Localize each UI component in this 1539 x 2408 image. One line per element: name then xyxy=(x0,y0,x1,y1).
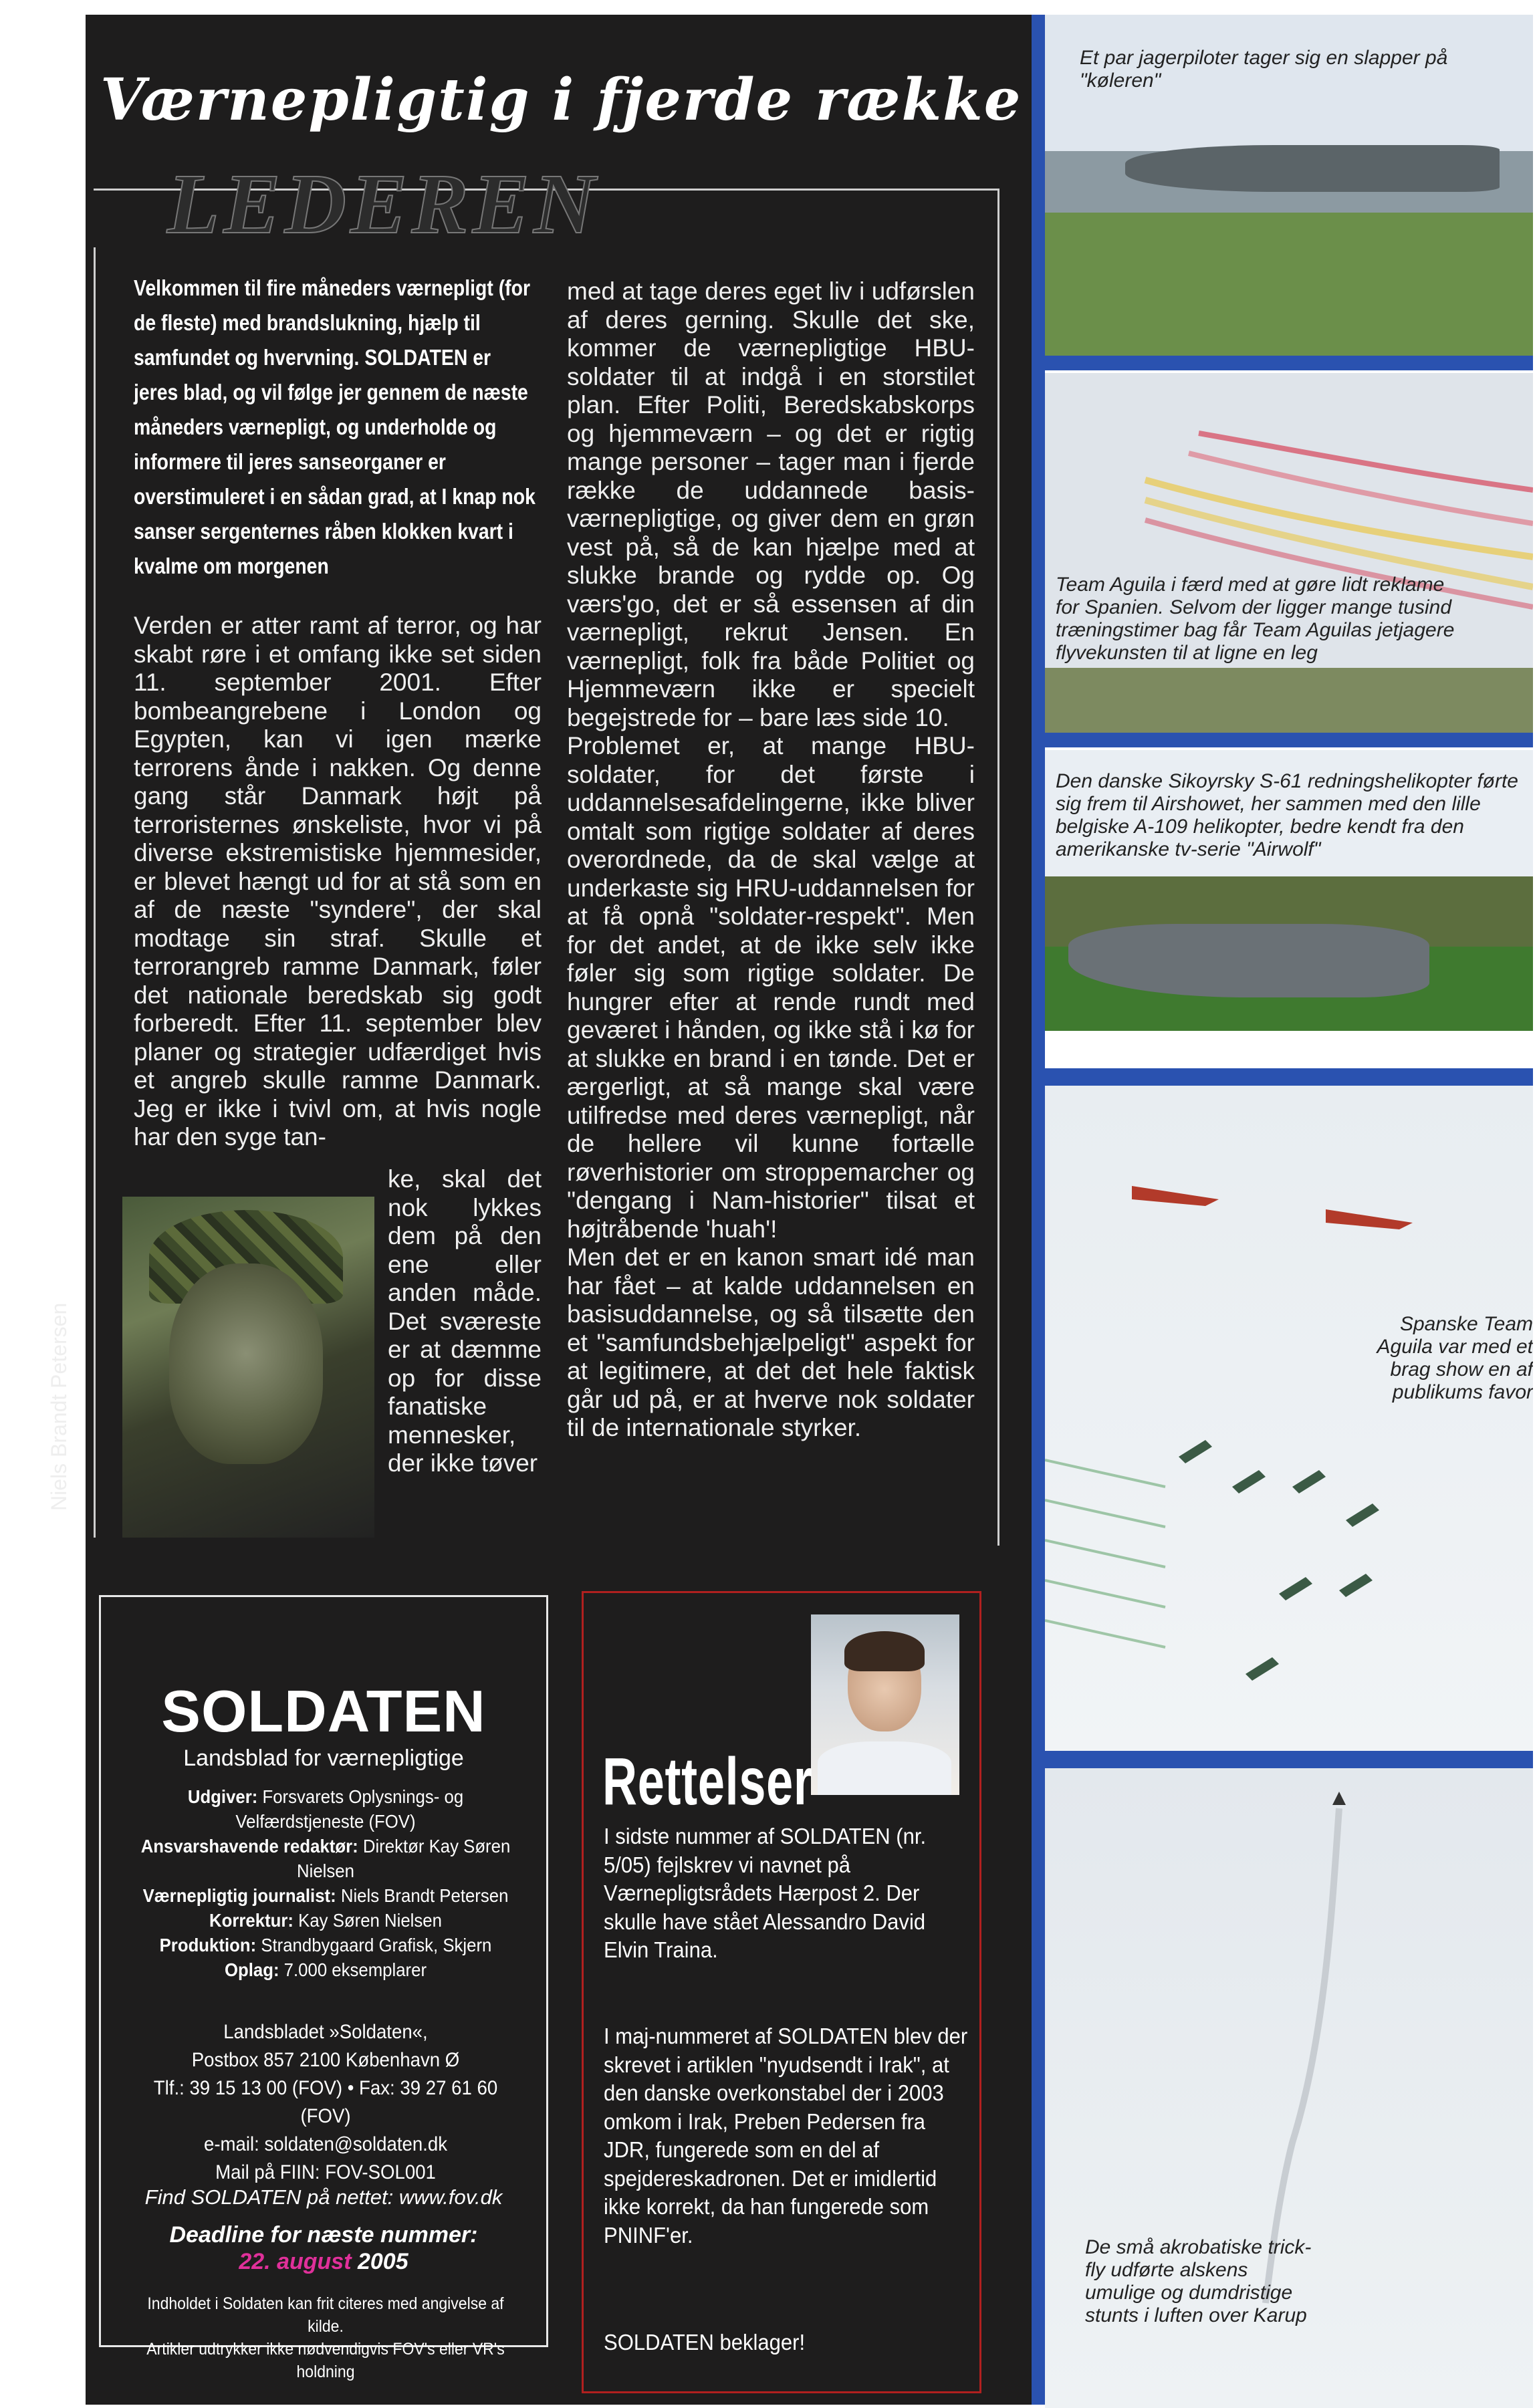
photo-stunt-plane xyxy=(1045,1768,1533,2408)
credit-line: Udgiver: Forsvarets Oplysnings- og Velfærdstjeneste (FOV) xyxy=(187,1786,464,1832)
credit-line: Korrektur: Kay Søren Nielsen xyxy=(209,1910,442,1931)
caption-stunt-plane: De små akrobatiske trick-fly udførte alskens umulige og dumdristige stunts i luften over Karup xyxy=(1085,2236,1312,2326)
credit-line: Produktion: Strandbygaard Grafisk, Skjern xyxy=(159,1935,492,1955)
photo-credit: Niels Brandt Petersen xyxy=(47,1302,71,1511)
masthead-box xyxy=(99,1595,548,2381)
masthead-subtitle: Landsblad for værnepligtige xyxy=(183,1745,464,1771)
corrections-paragraph-1: I sidste nummer af SOLDATEN (nr. 5/05) fejlskrev vi navnet på Værnepligtsrådets Hærpost 2. Der skulle have stået Alessandro David Elvin Traina. xyxy=(604,1824,927,1962)
fighter-jet xyxy=(1125,145,1500,192)
photo-helicopter xyxy=(1045,750,1533,1031)
masthead-address: Landsbladet »Soldaten«, Postbox 857 2100 København Ø Tlf.: 39 15 13 00 (FOV) • Fax: 39 27 61 60 (FOV) e-mail: soldaten@soldaten.dk Mail på FIIN: FOV-SOL001 xyxy=(131,2018,519,2187)
deadline-date: 22. august 2005 xyxy=(239,2249,408,2274)
email-link[interactable]: e-mail: soldaten@soldaten.dk xyxy=(203,2133,448,2155)
corrections-apology: SOLDATEN beklager! xyxy=(604,2330,806,2355)
page-title: Værnepligtig i fjerde række xyxy=(100,66,1022,134)
formation-jets xyxy=(1045,1086,1533,1751)
editorial-column-2: med at tage deres eget liv i udførslen af deres gerning. Skulle det ske, kommer de værnepligtige HBU-soldater til at indgå i en storstilet plan. Efter Politi, Beredskabskorps og hjemmeværn – og det er rigtig mange personer – tager man i fjerde række de uddannede basis-værnepligtige, og giver dem en grøn vest på, så de kan hjælpe med at slukke brande og rydde op. Og værs'go, det er så essensen af din værnepligt, rekrut Jensen. En værnepligt, folk fra både Politiet og Hjemmeværn ikke er specielt begejstrede for – bare læs side 10. Problemet er, at mange HBU-soldater, for det første i uddannelsesafdelingerne, ikke bliver omtalt som rigtige soldater af deres overordnede, da de skal vælge at underkaste sig HRU-uddannelsen for at få opnå "soldater-respekt". Men for det andet, at de ikke selv ikke føler sig som rigtige soldater. De hungrer efter at rende rundt med geværet i hånden, og ikke stå i kø for at slukke en brand i en tønde. Det er ærgerligt, at så mange skal være utilfredse med deres værnepligt, når de hellere vil kunne fortælle røverhistorier om stroppemarcher og "dengang i Nam-historier" tilsat et højtråbende 'huah'! Men det er en kanon smart idé man har fået – at kalde uddannelsen en basisuddannelse, og så tilsætte den et "samfundsbehjælpeligt" aspekt for at legitimere, at det det hele faktisk går ud på, er at hverve nok soldater til de internationale styrker. xyxy=(567,277,975,1441)
caption-team-aguila: Team Aguila i færd med at gøre lidt reklame for Spanien. Selvom der ligger mange tusind træningstimer bag får Team Aguilas jetjagere flyvekunsten til at ligne en leg xyxy=(1056,574,1455,664)
masthead-name: SOLDATEN xyxy=(161,1678,486,1744)
editorial-column-1-wrap: ke, skal det nok lykkes dem på den ene eller anden måde. Det sværeste er at dæmme op for disse fanatiske mennesker, der ikke tøver xyxy=(388,1165,542,1477)
author-portrait xyxy=(122,1197,374,1538)
masthead-fineprint: Indholdet i Soldaten kan frit citeres med angivelse af kilde. Artikler udtrykker ikke nødvendigvis FOV's eller VR's holdning xyxy=(146,2294,505,2381)
corrections-portrait xyxy=(811,1614,959,1795)
photo-aguila-formation xyxy=(1045,1086,1533,1751)
caption-aguila-formation: Spanske Team Aguila var med et brag show en af publikums favor xyxy=(1377,1313,1533,1403)
editorial-intro: Velkommen til fire måneders værnepligt (for de fleste) med brandslukning, hjælp til samfundet og hvervning. SOLDATEN er jeres blad, og vil følge jer gennem de næste måneders værnepligt, og underholde og informere til jeres sanseorganer er overstimuleret i en sådan grad, at I knap nok sanser sergenternes råben klokken kvart i kvalme om morgenen xyxy=(134,275,536,578)
photo-team-aguila-smoke xyxy=(1045,373,1533,733)
section-label: LEDEREN xyxy=(167,156,600,251)
website-link[interactable]: Find SOLDATEN på nettet: www.fov.dk xyxy=(144,2185,503,2209)
masthead-credits xyxy=(131,1784,519,1982)
credit-line: Oplag: 7.000 eksemplarer xyxy=(224,1959,427,1980)
editorial-frame-left xyxy=(94,247,96,1538)
smoke-trails xyxy=(1045,373,1533,733)
credit-line: Ansvarshavende redaktør: Direktør Kay Søren Nielsen xyxy=(140,1836,511,1881)
photo-pilots xyxy=(1045,15,1533,356)
corrections-paragraph-2: I maj-nummeret af SOLDATEN blev der skrevet i artiklen "nyudsendt i Irak", at den danske overkonstabel der i 2003 omkom i Irak, Preben Pedersen fra JDR, fungerede som en del af spejdereskadronen. Det er imidlertid ikke korrekt, da han fungerede som PNINF'er. xyxy=(604,2024,968,2248)
deadline-label: Deadline for næste nummer: xyxy=(169,2222,478,2248)
caption-pilots: Et par jagerpiloter tager sig en slapper på "køleren" xyxy=(1080,47,1448,92)
blue-divider xyxy=(1032,15,1045,2405)
editorial-column-1: Verden er atter ramt af terror, og har skabt røre i et omfang ikke set siden 11. september 2001. Efter bombeangrebene i London og Egypten, kan vi igen mærke terrorens ånde i nakken. Og denne gang står Danmark højt på terroristernes ønskeliste, hvor vi på diverse ekstremistiske hjemmesider, er blevet hængt ud for at stå som en af de næste "synderе", der skal modtage sin straf. Skulle et terrorangreb ramme Danmark, føler det nationale beredskab sig godt forberedt. Efter 11. september blev planer og strategier udfærdiget hvis et angreb skulle ramme Danmark. Jeg er ikke i tvivl om, at hvis nogle har den syge tan- xyxy=(134,612,542,1151)
credit-line: Værnepligtig journalist: Niels Brandt Petersen xyxy=(142,1885,509,1906)
caption-helicopter: Den danske Sikoyrsky S-61 redningshelikopter førte sig frem til Airshowet, her sammen med den lille belgiske A-109 helikopter, bedre kendt fra den amerikanske tv-serie "Airwolf" xyxy=(1056,770,1518,860)
painted-face xyxy=(169,1263,323,1464)
helicopter xyxy=(1068,924,1429,997)
corrections-title: Rettelser xyxy=(602,1744,813,1819)
corrections-box xyxy=(582,1591,981,2393)
